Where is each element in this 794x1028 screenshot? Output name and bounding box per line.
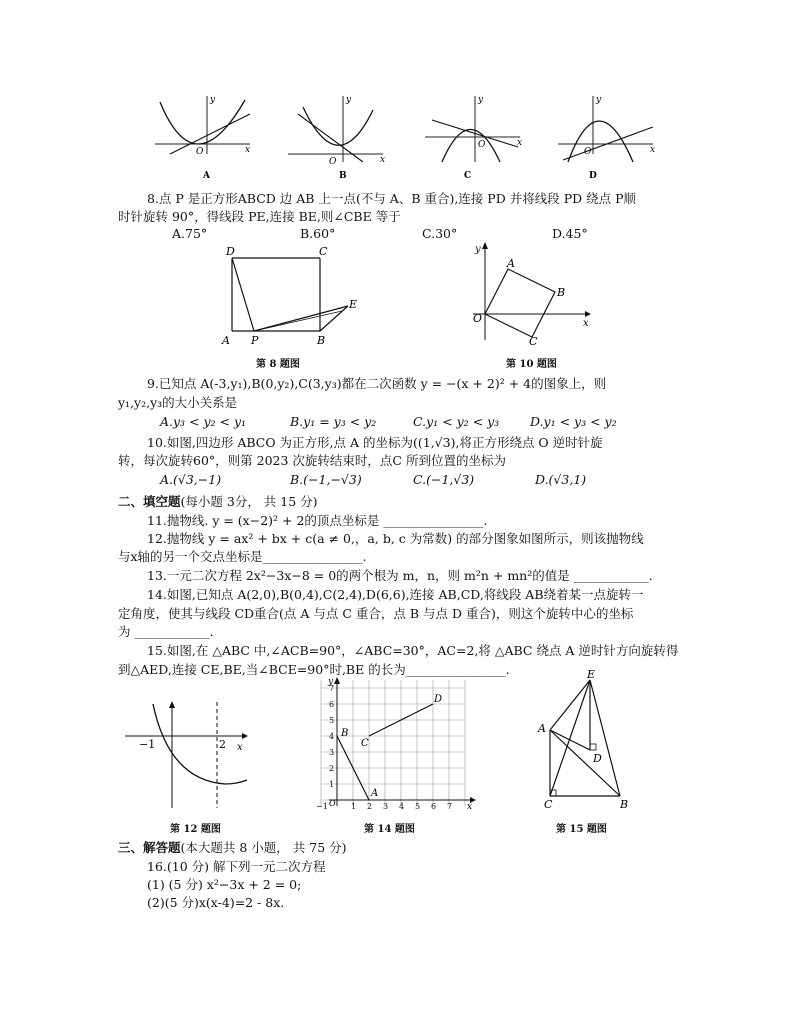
axis-x-label: x (237, 742, 243, 753)
q10-option-d: D.(√3,1) (535, 472, 587, 487)
point-d-label: D (593, 752, 602, 765)
fig15-figure (530, 670, 645, 810)
axis-x-label: x (380, 155, 386, 165)
point-p-label: P (251, 334, 259, 347)
point-c-label: C (529, 335, 538, 348)
point-b-label: B (317, 334, 326, 347)
fig12-caption: 第 12 题图 (170, 824, 221, 835)
y-tick-label: 5 (329, 716, 335, 725)
origin-label: O (196, 147, 204, 157)
q8-caption: 第 8 题图 (256, 359, 300, 370)
x-tick-label: 3 (383, 802, 389, 811)
x-tick-label: 2 (367, 802, 373, 811)
fig15-caption: 第 15 题图 (556, 824, 607, 835)
section3-title: 三、解答题 (118, 840, 181, 855)
point-e-label: E (349, 298, 358, 311)
axis-y-label: y (328, 677, 334, 687)
y-tick-label: 1 (329, 780, 335, 789)
fig14-figure (315, 676, 480, 811)
point-a-label: A (507, 257, 515, 270)
graph-option-d (553, 92, 663, 182)
q9-option-d: D.y₁ < y₃ < y₂ (530, 414, 617, 429)
point-a-label: A (371, 788, 379, 799)
q14-line3: 为 ____________. (118, 624, 214, 639)
axis-x-label: x (583, 318, 589, 329)
point-a-label: A (538, 722, 546, 735)
axis-y-label: y (596, 95, 602, 105)
section3-note: (本大题共 8 小题， 共 75 分) (180, 840, 347, 855)
y-tick-label: 4 (329, 732, 335, 741)
q10-caption: 第 10 题图 (506, 359, 557, 370)
q8-option-c: C.30° (422, 226, 458, 241)
point-c-label: C (361, 738, 369, 749)
point-a-label: A (222, 334, 230, 347)
q10-line1: 10.如图,四边形 ABCO 为正方形,点 A 的坐标为((1,√3),将正方形绕点 O 逆时针旋 (147, 435, 603, 450)
x-tick-label: 4 (399, 802, 405, 811)
q14-line2: 定角度，使其与线段 CD重合(点 A 与点 C 重合，点 B 与点 D 重合)，则这个旋转中心的坐标 (118, 606, 634, 621)
q9-option-b: B.y₁ = y₃ < y₂ (290, 414, 377, 429)
y-tick-label: 7 (329, 684, 335, 693)
point-c-label: C (319, 245, 328, 258)
q8-line1: 8.点 P 是正方形ABCD 边 AB 上一点(不与 A、B 重合),连接 PD 并将线段 PD 绕点 P顺 (147, 191, 636, 206)
q15-line1: 15.如图,在 △ABC 中,∠ACB=90°，∠ABC=30°，AC=2,将 △ABC 绕点 A 逆时针方向旋转得 (147, 643, 679, 658)
q9-line1: 9.已知点 A(-3,y₁),B(0,y₂),C(3,y₃)都在二次函数 y = −(x + 2)² + 4的图象上，则 (147, 376, 607, 391)
section2-heading (118, 492, 318, 510)
q10-option-b: B.(−1,−√3) (290, 472, 362, 487)
q9-line2: y₁,y₂,y₃的大小关系是 (118, 395, 238, 410)
graph-option-b (283, 92, 393, 182)
q11-text: 11.抛物线. y = (x−2)² + 2的顶点坐标是 ________________. (147, 513, 488, 528)
q8-figure (222, 245, 372, 348)
q8-line2: 时针旋转 90°，得线段 PE,连接 BE,则∠CBE 等于 (118, 209, 401, 224)
q9-option-c: C.y₁ < y₂ < y₃ (413, 414, 500, 429)
q10-option-a: A.(√3,−1) (160, 472, 222, 487)
tick-neg1: −1 (139, 738, 156, 751)
q12-line2: 与x轴的另一个交点坐标是________________. (118, 549, 367, 564)
q8-option-d: D.45° (552, 226, 588, 241)
q14-line1: 14.如图,已知点 A(2,0),B(0,4),C(2,4),D(6,6),连接 AB,CD,将线段 AB绕着某一点旋转一 (147, 587, 644, 602)
point-d-label: D (434, 694, 443, 705)
origin-label: O (329, 157, 337, 167)
point-d-label: D (226, 245, 235, 258)
axis-x-label: x (650, 145, 656, 155)
q12-line1: 12.抛物线 y = ax² + bx + c(a ≠ 0,，a, b, c 为常数) 的部分图象如图所示，则该抛物线 (147, 531, 644, 546)
y-tick-label: 6 (329, 700, 335, 709)
point-b-label: B (620, 798, 629, 811)
point-b-label: B (557, 286, 566, 299)
q13-text: 13.一元二次方程 2x²−3x−8 = 0的两个根为 m，n，则 m²n + mn²的值是 ____________. (147, 568, 653, 583)
fig12-figure (125, 700, 255, 810)
x-tick-label: 1 (351, 802, 357, 811)
q9-option-a: A.y₃ < y₂ < y₁ (160, 414, 247, 429)
origin-label: O (478, 140, 486, 150)
q16-part2: (2)(5 分)x(x-4)=2 - 8x. (147, 895, 285, 910)
graph-letter-d: D (589, 171, 597, 181)
point-c-label: C (544, 798, 553, 811)
q10-figure (465, 240, 595, 348)
y-tick-label: 3 (329, 748, 335, 757)
q16-title: 16.(10 分) 解下列一元二次方程 (147, 859, 326, 874)
q15-line2: 到△AED,连接 CE,BE,当∠BCE=90°时,BE 的长为________________. (118, 662, 510, 677)
point-e-label: E (587, 668, 596, 681)
graph-letter-b: B (339, 171, 347, 181)
axis-x-label: x (245, 145, 251, 155)
tick-neg1: −1 (316, 802, 328, 811)
graph-option-c (420, 92, 530, 182)
graph-letter-a: A (203, 171, 210, 181)
x-tick-label: 5 (415, 802, 421, 811)
section3-heading (118, 838, 347, 856)
q10-line2: 转，每次旋转60°，则第 2023 次旋转结束时，点C 所到位置的坐标为 (118, 453, 506, 468)
q10-option-c: C.(−1,√3) (413, 472, 475, 487)
axis-x-label: x (467, 802, 473, 812)
axis-x-label: x (517, 138, 523, 148)
axis-y-label: y (475, 244, 481, 255)
x-tick-label: 6 (431, 802, 437, 811)
q8-option-b: B.60° (300, 226, 336, 241)
origin-label: O (584, 147, 592, 157)
tick-2: 2 (219, 738, 226, 751)
origin-label: O (329, 799, 336, 808)
fig14-caption: 第 14 题图 (364, 824, 415, 835)
origin-label: O (473, 312, 483, 325)
y-tick-label: 2 (329, 764, 335, 773)
q16-part1: (1) (5 分) x²−3x + 2 = 0; (147, 877, 302, 892)
q8-option-a: A.75° (172, 226, 208, 241)
point-b-label: B (341, 728, 349, 739)
x-tick-label: 7 (447, 802, 453, 811)
axis-y-label: y (346, 95, 352, 105)
graph-option-a (150, 92, 260, 182)
axis-y-label: y (478, 95, 484, 105)
graph-letter-c: C (464, 171, 472, 181)
section2-note: (每小题 3分， 共 15 分) (180, 494, 318, 509)
section2-title: 二、填空题 (118, 494, 181, 509)
axis-y-label: y (210, 95, 216, 105)
